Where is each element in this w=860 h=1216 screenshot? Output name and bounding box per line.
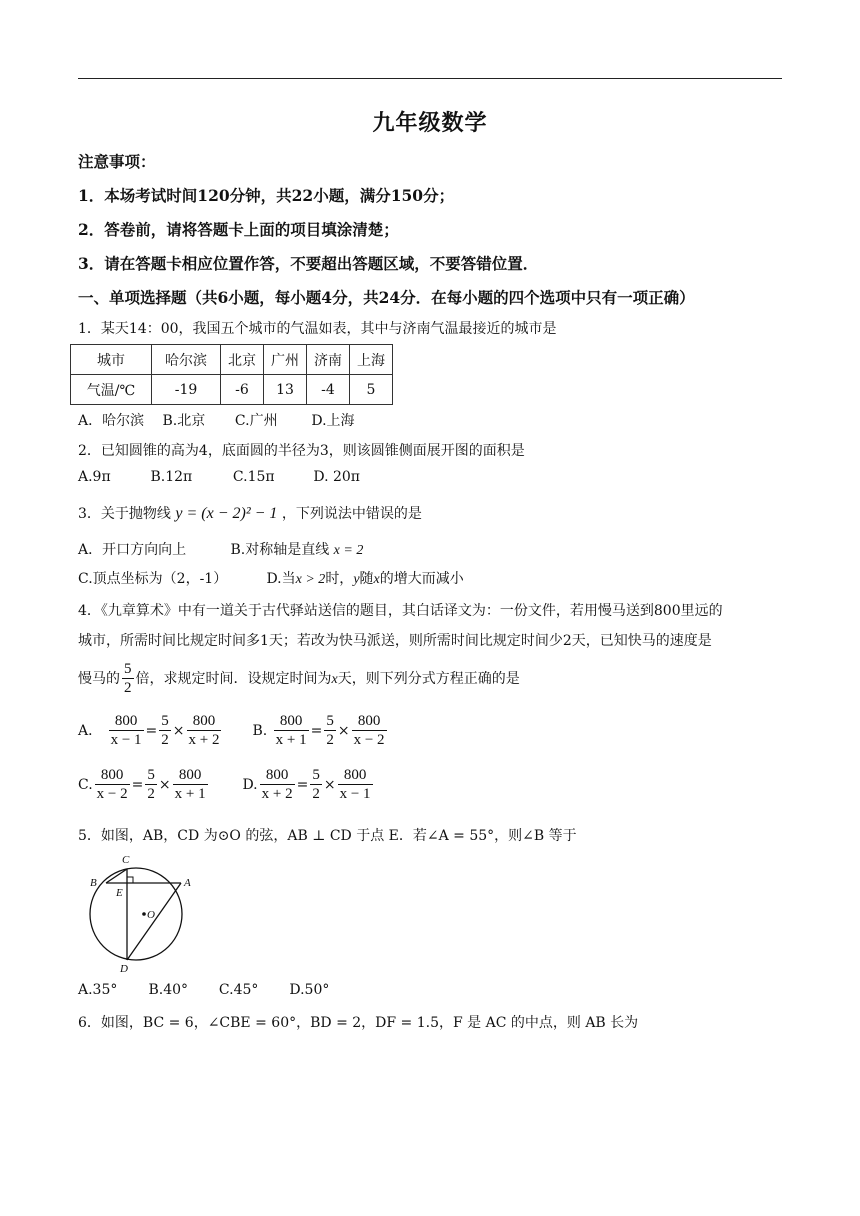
- q5-option-d: D.50°: [289, 982, 330, 998]
- notes-heading: 注意事项：: [78, 152, 156, 171]
- q3-option-b: [230, 542, 363, 558]
- fraction: [187, 712, 222, 750]
- q4-line-1: 4．《九章算术》中有一道关于古代驿站送信的题目，其白话译文为：一份文件，若用慢马送到800里远的: [78, 603, 723, 619]
- table-cell: 广州: [264, 345, 307, 375]
- fraction: [173, 766, 208, 804]
- q3-option-d-math: x > 2: [295, 572, 326, 587]
- label-d: D: [120, 963, 128, 974]
- fraction: [159, 712, 171, 750]
- q2-option-d: D. 20π: [313, 469, 361, 485]
- fraction-denominator: 2: [147, 786, 155, 802]
- fraction-numerator: 800: [95, 766, 130, 785]
- q5-option-a: A.35°: [78, 982, 118, 998]
- option-label: C.: [78, 777, 93, 793]
- q4-option-a: [78, 712, 248, 750]
- q5-option-c: C.45°: [218, 982, 259, 998]
- equals-sign: =: [145, 723, 158, 739]
- q3-option-d-var-y: y: [353, 572, 360, 587]
- q3-options-row-2: [78, 568, 464, 588]
- fraction-denominator: x + 2: [261, 786, 293, 802]
- fraction-denominator: x − 2: [353, 732, 385, 748]
- fraction: [260, 766, 295, 804]
- q6-stem: 6．如图，BC = 6，∠CBE = 60°，BD = 2，DF = 1.5，F 是 AC 的中点，则 AB 长为: [78, 1015, 639, 1031]
- fraction-denominator: x + 1: [275, 732, 307, 748]
- q4-line-3: [78, 660, 520, 698]
- table-row: [71, 375, 393, 405]
- q3-option-b-text: B.对称轴是直线: [230, 542, 330, 558]
- q2-stem: 2．已知圆锥的高为4，底面圆的半径为3，则该圆锥侧面展开图的面积是: [78, 443, 525, 459]
- label-a: A: [184, 877, 191, 889]
- table-cell: 城市: [71, 345, 152, 375]
- note-item-2: 2．答卷前，请将答题卡上面的项目填涂清楚；: [78, 220, 399, 239]
- equals-sign: =: [296, 777, 309, 793]
- q4-options-row-2: [78, 766, 375, 804]
- fraction-denominator: x + 2: [188, 732, 220, 748]
- label-o: O: [147, 909, 155, 921]
- table-cell: 济南: [307, 345, 350, 375]
- note-item-3: 3．请在答题卡相应位置作答，不要超出答题区域，不要答错位置．: [78, 254, 539, 273]
- top-rule: [78, 78, 782, 79]
- q1-options: [78, 410, 355, 430]
- fraction-denominator: 2: [326, 732, 334, 748]
- fraction-denominator: 2: [312, 786, 320, 802]
- equals-sign: =: [310, 723, 323, 739]
- fraction-denominator: x − 1: [339, 786, 371, 802]
- q4-option-d: [242, 766, 374, 804]
- right-angle-mark: [127, 877, 133, 883]
- fraction-numerator: 5: [326, 713, 334, 729]
- table-cell: -6: [221, 375, 264, 405]
- fraction: [310, 766, 322, 804]
- temperature-table: [70, 344, 393, 405]
- q3-options-row-1: [78, 539, 363, 559]
- times-sign: ×: [337, 723, 350, 739]
- q5-stem: 5．如图，AB，CD 为⊙O 的弦，AB ⊥ CD 于点 E．若∠A = 55°，则∠B 等于: [78, 828, 577, 844]
- section-1-heading: 一、单项选择题（共6小题，每小题4分，共24分．在每小题的四个选项中只有一项正确）: [78, 288, 695, 307]
- q3-option-b-math: x = 2: [333, 543, 364, 558]
- table-cell: 5: [350, 375, 393, 405]
- fraction-numerator: 5: [147, 767, 155, 783]
- q3-option-d-text-2: 时，: [325, 571, 354, 587]
- q4-line-3-suffix: 天，则下列分式方程正确的是: [337, 671, 520, 687]
- label-b: B: [90, 877, 97, 889]
- fraction-numerator: 5: [161, 713, 169, 729]
- fraction-numerator: 800: [109, 712, 144, 731]
- q2-options: [78, 469, 360, 485]
- q3-option-c: C.顶点坐标为（2，-1）: [78, 571, 228, 587]
- q4-option-c: [78, 766, 238, 804]
- fraction-numerator: 800: [173, 766, 208, 785]
- times-sign: ×: [158, 777, 171, 793]
- q2-option-b: B.12π: [150, 469, 193, 485]
- q3-stem-prefix: 3．关于抛物线: [78, 506, 171, 522]
- fraction-denominator: 2: [124, 680, 132, 696]
- fraction: [338, 766, 373, 804]
- q3-option-d-text-3: 随: [359, 571, 374, 587]
- q3-option-d-text-4: 的增大而减小: [379, 571, 464, 587]
- fraction-numerator: 5: [312, 767, 320, 783]
- q3-option-d-text: D.当: [266, 571, 296, 587]
- q2-option-c: C.15π: [232, 469, 275, 485]
- q3-option-a: A．开口方向向上: [78, 542, 187, 558]
- table-cell: -4: [307, 375, 350, 405]
- q5-options: [78, 982, 329, 998]
- option-label: A．: [78, 723, 103, 739]
- fraction: [95, 766, 130, 804]
- fraction-numerator: 800: [274, 712, 309, 731]
- q1-stem: 1．某天14：00，我国五个城市的气温如表，其中与济南气温最接近的城市是: [78, 321, 557, 337]
- note-item-1: 1．本场考试时间120分钟，共22小题，满分150分；: [78, 186, 455, 205]
- times-sign: ×: [323, 777, 336, 793]
- fraction-numerator: 800: [260, 766, 295, 785]
- fraction-denominator: x + 1: [174, 786, 206, 802]
- equals-sign: =: [131, 777, 144, 793]
- option-label: D.: [242, 777, 258, 793]
- center-dot: [142, 912, 146, 916]
- q3-stem: [78, 503, 422, 523]
- table-cell: -19: [152, 375, 221, 405]
- circle-diagram: [86, 852, 206, 974]
- fraction-denominator: 2: [161, 732, 169, 748]
- q4-line-3-mid: 倍，求规定时间．设规定时间为: [135, 671, 332, 687]
- q3-formula: y = (x − 2)² − 1: [175, 505, 278, 522]
- option-label: B.: [252, 723, 268, 739]
- q4-var-x: x: [331, 672, 338, 687]
- q1-option-d: D.上海: [311, 413, 355, 429]
- fraction-numerator: 800: [352, 712, 387, 731]
- fraction: [109, 712, 144, 750]
- fraction-denominator: x − 2: [96, 786, 128, 802]
- q2-option-a: A.9π: [78, 469, 111, 485]
- q1-option-c: C.广州: [234, 413, 278, 429]
- q3-stem-suffix: ，下列说法中错误的是: [281, 506, 422, 522]
- fraction: [145, 766, 157, 804]
- label-e: E: [116, 887, 123, 899]
- table-cell: 上海: [350, 345, 393, 375]
- label-c: C: [122, 854, 130, 866]
- fraction-numerator: 5: [124, 661, 132, 677]
- fraction-denominator: x − 1: [110, 732, 142, 748]
- table-cell: 气温/℃: [71, 375, 152, 405]
- fraction: [352, 712, 387, 750]
- q1-option-a: A．哈尔滨: [78, 413, 145, 429]
- segment-ad: [127, 883, 181, 960]
- q4-fraction: [122, 660, 134, 698]
- fraction-numerator: 800: [187, 712, 222, 731]
- q5-option-b: B.40°: [148, 982, 189, 998]
- table-row: [71, 345, 393, 375]
- q3-option-d: [266, 571, 463, 587]
- q4-line-2: 城市，所需时间比规定时间多1天；若改为快马派送，则所需时间比规定时间少2天，已知快马的速度是: [78, 633, 712, 649]
- table-cell: 北京: [221, 345, 264, 375]
- q4-line-3-prefix: 慢马的: [78, 671, 120, 687]
- times-sign: ×: [172, 723, 185, 739]
- q3-option-d-var-x: x: [373, 572, 380, 587]
- q4-options-row-1: [78, 712, 389, 750]
- fraction: [274, 712, 309, 750]
- page-title: 九年级数学: [372, 110, 488, 136]
- table-cell: 13: [264, 375, 307, 405]
- fraction-numerator: 800: [338, 766, 373, 785]
- q1-option-b: B.北京: [162, 413, 206, 429]
- q4-option-b: [252, 712, 388, 750]
- fraction: [324, 712, 336, 750]
- table-cell: 哈尔滨: [152, 345, 221, 375]
